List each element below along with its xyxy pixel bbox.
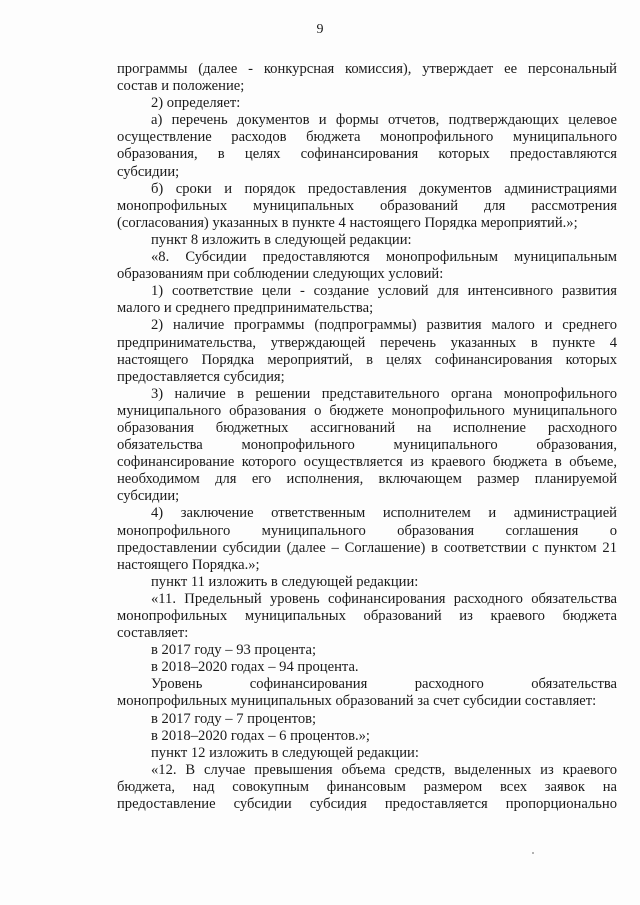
text-line: программы (далее - конкурсная комиссия), утверждает ее персональный [117,61,617,77]
text-line: 4) заключение ответственным исполнителем и администрацией [151,505,617,522]
text-line: «12. В случае превышения объема средств, выделенных из краевого [151,761,617,778]
text-line: настоящего Порядка.»; [117,556,260,573]
text-line: предоставлении субсидии (далее – Соглашение) в соответствии с пунктом 21 [117,539,617,556]
text-line: а) перечень документов и формы отчетов, подтверждающих целевое [151,112,617,129]
text-line: обязательства монопрофильного муниципального образования, [117,437,617,454]
text-line: образованиям при соблюдении следующих условий: [117,266,444,283]
text-line: пункт 8 изложить в следующей редакции: [151,231,412,248]
text-line: 2) наличие программы (подпрограммы) развития малого и среднего [151,317,617,334]
text-line: состав и положение; [117,78,245,95]
text-line: монопрофильных муниципальных образований из краевого бюджета [117,608,617,624]
text-line: субсидии; [117,163,180,180]
text-line: бюджета, над совокупным финансовым размером всех заявок на [117,778,617,795]
document-body [117,61,617,813]
text-line: 2) определяет: [151,95,241,112]
text-line: «11. Предельный уровень софинансирования расходного обязательства [151,590,617,607]
text-line: 3) наличие в решении представительного органа монопрофильного [151,385,617,402]
text-line: настоящего Порядка мероприятий, в целях софинансирования которых [117,351,617,368]
text-line: пункт 12 изложить в следующей редакции: [151,744,419,761]
text-line: монопрофильных муниципальных образований для рассмотрения [117,197,617,214]
text-line: в 2017 году – 7 процентов; [151,710,317,727]
text-line: б) сроки и порядок предоставления документов администрациями [151,180,617,197]
scan-speck [532,852,534,854]
text-line: субсидии; [117,488,180,505]
text-line: предоставление субсидии субсидия предоставляется пропорционально [117,796,617,813]
text-line: предоставляется субсидия; [117,368,285,385]
text-line: составляет: [117,625,189,642]
text-line: 1) соответствие цели - создание условий для интенсивного развития [151,283,617,300]
text-line: софинансирование которого осуществляется из краевого бюджета в объеме, [117,454,617,471]
text-line: необходимом для его исполнения, включающем размер планируемой [117,471,617,488]
text-line: в 2017 году – 93 процента; [151,642,317,659]
text-line: Уровень софинансирования расходного обязательства [151,676,617,693]
text-line: монопрофильного муниципального образования соглашения о [117,522,617,539]
text-line: малого и среднего предпринимательства; [117,300,374,317]
page-number: 9 [316,22,324,37]
text-line: в 2018–2020 годах – 94 процента. [151,659,359,676]
text-line: монопрофильных муниципальных образований за счет субсидии составляет: [117,693,597,710]
text-line: пункт 11 изложить в следующей редакции: [151,573,419,590]
text-line: «8. Субсидии предоставляются монопрофильным муниципальным [151,249,617,266]
text-line: муниципального образования о бюджете монопрофильного муниципального [117,402,617,419]
text-line: образования бюджетных ассигнований на исполнение расходного [117,419,617,436]
text-line: осуществление расходов бюджета монопрофильного муниципального [117,129,617,146]
text-line: в 2018–2020 годах – 6 процентов.»; [151,727,370,744]
text-line: предпринимательства, утверждающей перечень указанных в пункте 4 [117,334,617,351]
text-line: образования, в целях софинансирования которых предоставляются [117,146,617,163]
text-line: (согласования) указанных в пункте 4 настоящего Порядка мероприятий.»; [117,214,578,231]
